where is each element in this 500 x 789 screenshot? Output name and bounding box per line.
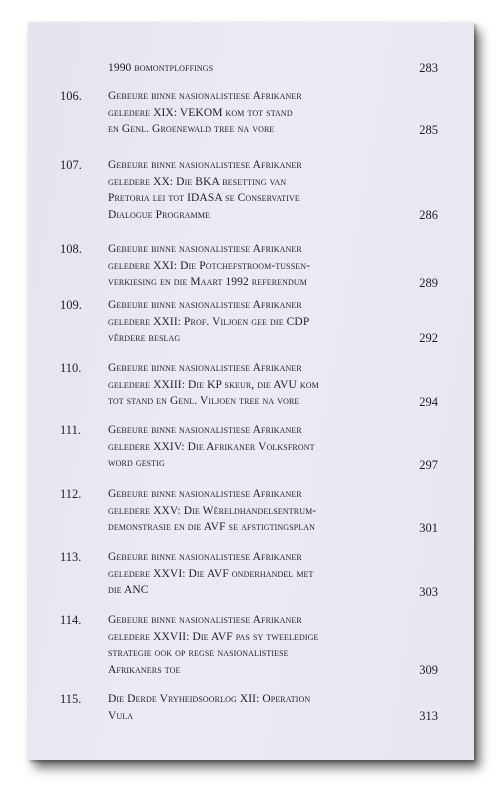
entry-page: 294 <box>419 395 438 409</box>
entry-number: 108. <box>60 242 82 256</box>
entry-page: 289 <box>419 276 438 290</box>
entry-page: 297 <box>419 458 438 472</box>
entry-page: 292 <box>419 331 438 345</box>
entry-title: Gebeure binne nasionalistiese Afrikaner geledere XXV: Die Wêreldhandelsentrum- demonstrasie en die AVF se afstigtingsplan <box>108 488 317 533</box>
entry-number: 106. <box>60 89 82 103</box>
entry-number: 114. <box>60 613 82 627</box>
entry-title: Gebeure binne nasionalistiese Afrikaner geledere XXIV: Die Afrikaner Volksfront word gestig <box>108 424 315 469</box>
entry-page: 303 <box>419 585 438 599</box>
entry-number: 115. <box>60 692 82 706</box>
entry-title: Gebeure binne nasionalistiese Afrikaner geledere XXVII: Die AVF pas sy tweeledige strategie ook op regse nasionalistiese Afrikaners toe <box>108 614 319 676</box>
entry-title: Gebeure binne nasionalistiese Afrikaner geledere XXVI: Die AVF onderhandel met die ANC <box>108 551 314 596</box>
entry-title: Gebeure binne nasionalistiese Afrikaner geledere XXII: Prof. Viljoen gee die CDP vêrdere beslag <box>108 299 310 344</box>
entry-page: 283 <box>419 61 438 75</box>
entry-number: 113. <box>60 550 82 564</box>
entry-page: 286 <box>419 208 438 222</box>
entry-number: 111. <box>60 423 81 437</box>
book-page <box>28 22 474 760</box>
entry-page: 313 <box>419 709 438 723</box>
entry-title: Die Derde Vryheidsoorlog XII: Operation Vula <box>108 693 311 722</box>
entry-title: Gebeure binne nasionalistiese Afrikaner geledere XXIII: Die KP skeur, die AVU kom tot stand en Genl. Viljoen tree na vore <box>108 362 319 407</box>
table-of-contents <box>28 22 474 760</box>
entry-title: Gebeure binne nasionalistiese Afrikaner geledere XXI: Die Potchefstroom-tussen- verkiesing en die Maart 1992 referendum <box>108 243 311 288</box>
entry-number: 109. <box>60 298 82 312</box>
entry-title: 1990 bomontploffings <box>108 62 214 74</box>
entry-number: 110. <box>60 361 82 375</box>
entry-page: 301 <box>419 521 438 535</box>
entry-title: Gebeure binne nasionalistiese Afrikaner geledere XIX: VEKOM kom tot stand en Genl. Groenewald tree na vore <box>108 90 302 135</box>
entry-number: 112. <box>60 487 82 501</box>
entry-page: 285 <box>419 123 438 137</box>
entry-title: Gebeure binne nasionalistiese Afrikaner geledere XX: Die BKA besetting van Pretoria lei tot IDASA se Conservative Dialogue Programme <box>108 159 302 221</box>
entry-page: 309 <box>419 663 438 677</box>
entry-number: 107. <box>60 158 82 172</box>
